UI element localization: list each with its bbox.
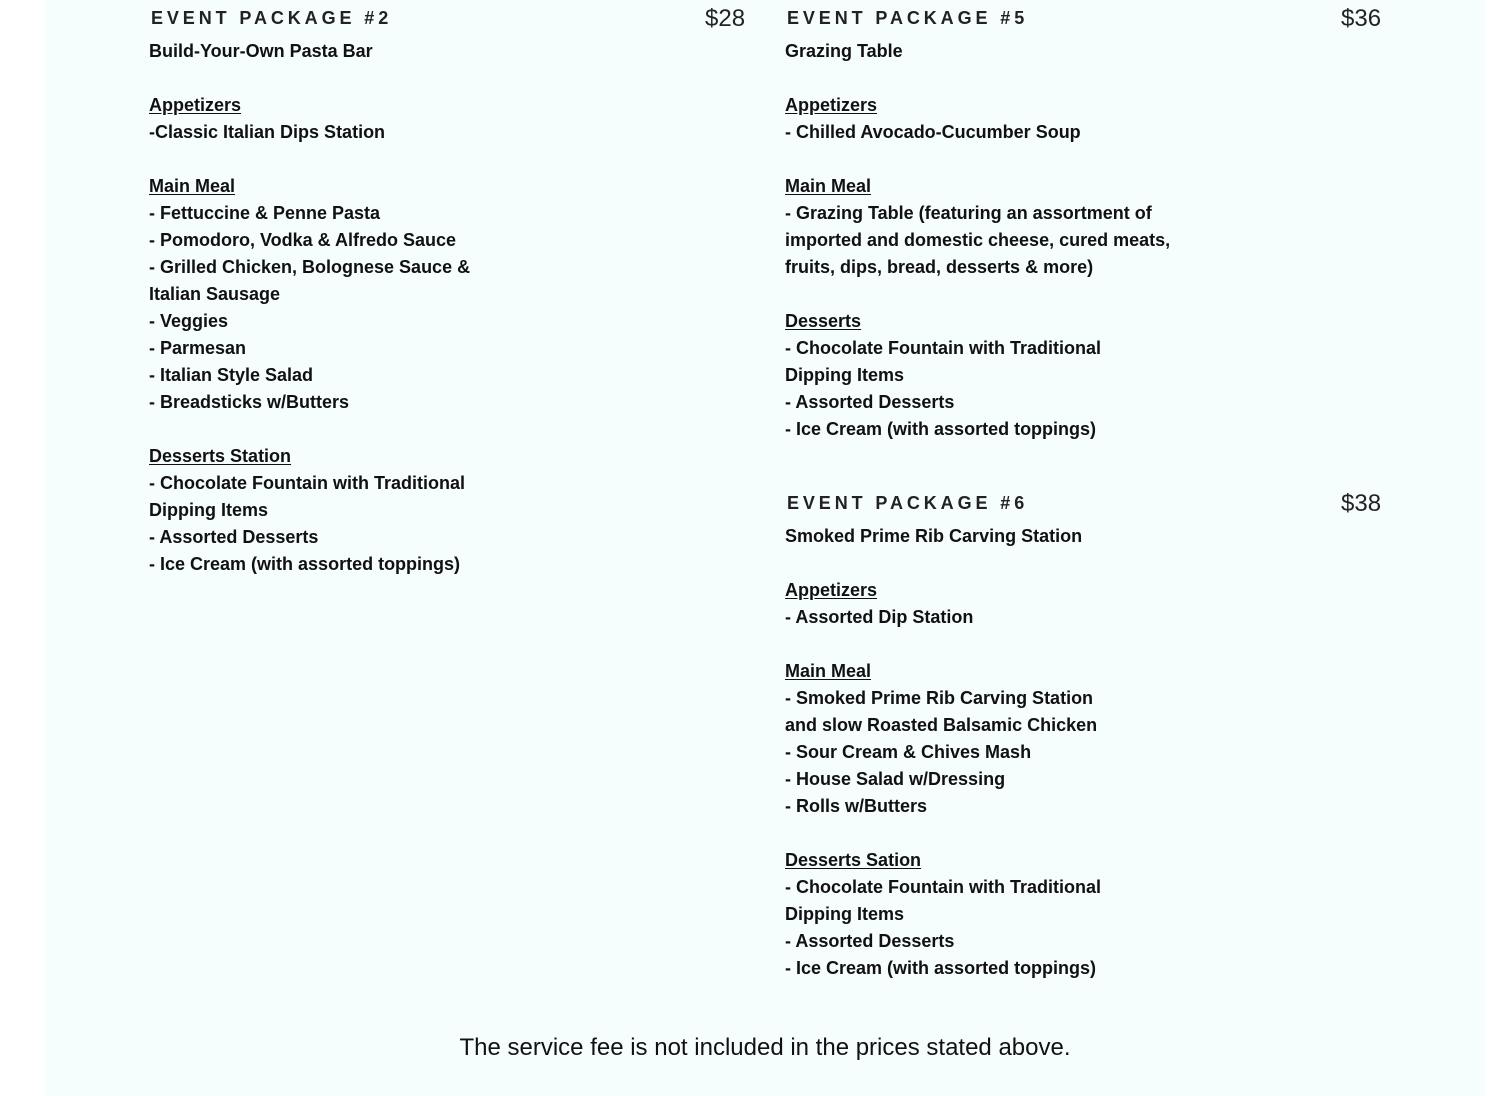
- dessert-item: - Ice Cream (with assorted toppings): [785, 958, 1097, 978]
- desserts-heading: Desserts: [785, 311, 862, 331]
- package-price: $36: [1341, 5, 1382, 32]
- appetizers-heading: Appetizers: [785, 95, 878, 115]
- desserts-heading: Desserts Sation: [785, 850, 922, 870]
- package-name: Grazing Table: [785, 41, 903, 61]
- main-meal-item: fruits, dips, bread, desserts & more): [785, 257, 1094, 277]
- package-details: [785, 523, 1205, 982]
- package-details: [785, 38, 1205, 443]
- package-name: Build-Your-Own Pasta Bar: [149, 41, 373, 61]
- main-meal-item: - Sour Cream & Chives Mash: [785, 742, 1032, 762]
- main-meal-item: - Grazing Table (featuring an assortment of: [785, 203, 1152, 223]
- main-meal-item: Italian Sausage: [149, 284, 281, 304]
- desserts-heading: Desserts Station: [149, 446, 292, 466]
- dessert-item: - Assorted Desserts: [785, 392, 955, 412]
- main-meal-item: - Parmesan: [149, 338, 247, 358]
- dessert-item: - Chocolate Fountain with Traditional: [785, 877, 1101, 897]
- dessert-item: - Assorted Desserts: [785, 931, 955, 951]
- main-meal-item: - Veggies: [149, 311, 229, 331]
- dessert-item: - Ice Cream (with assorted toppings): [785, 419, 1097, 439]
- appetizer-item: - Assorted Dip Station: [785, 607, 974, 627]
- appetizer-item: - Chilled Avocado-Cucumber Soup: [785, 122, 1081, 142]
- main-meal-item: - Pomodoro, Vodka & Alfredo Sauce: [149, 230, 457, 250]
- main-meal-heading: Main Meal: [149, 176, 236, 196]
- dessert-item: - Assorted Desserts: [149, 527, 319, 547]
- package-details: [149, 38, 569, 578]
- appetizers-heading: Appetizers: [785, 580, 878, 600]
- main-meal-item: - Fettuccine & Penne Pasta: [149, 203, 381, 223]
- package-title: EVENT PACKAGE #5: [787, 8, 1029, 28]
- main-meal-item: - Italian Style Salad: [149, 365, 314, 385]
- main-meal-heading: Main Meal: [785, 176, 872, 196]
- main-meal-item: - Rolls w/Butters: [785, 796, 928, 816]
- package-name: Smoked Prime Rib Carving Station: [785, 526, 1083, 546]
- dessert-item: - Ice Cream (with assorted toppings): [149, 554, 461, 574]
- package-price: $38: [1341, 490, 1382, 517]
- main-meal-item: - Breadsticks w/Butters: [149, 392, 350, 412]
- main-meal-heading: Main Meal: [785, 661, 872, 681]
- main-meal-item: - Grilled Chicken, Bolognese Sauce &: [149, 257, 471, 277]
- dessert-item: Dipping Items: [149, 500, 269, 520]
- main-meal-item: and slow Roasted Balsamic Chicken: [785, 715, 1098, 735]
- package-title: EVENT PACKAGE #2: [151, 8, 393, 28]
- appetizer-item: -Classic Italian Dips Station: [149, 122, 386, 142]
- service-fee-note: The service fee is not included in the prices stated above.: [459, 1034, 1071, 1061]
- dessert-item: Dipping Items: [785, 365, 905, 385]
- dessert-item: - Chocolate Fountain with Traditional: [785, 338, 1101, 358]
- package-title: EVENT PACKAGE #6: [787, 493, 1029, 513]
- main-meal-item: - Smoked Prime Rib Carving Station: [785, 688, 1094, 708]
- main-meal-item: - House Salad w/Dressing: [785, 769, 1006, 789]
- appetizers-heading: Appetizers: [149, 95, 242, 115]
- dessert-item: - Chocolate Fountain with Traditional: [149, 473, 465, 493]
- dessert-item: Dipping Items: [785, 904, 905, 924]
- main-meal-item: imported and domestic cheese, cured meats,: [785, 230, 1171, 250]
- package-price: $28: [705, 5, 746, 32]
